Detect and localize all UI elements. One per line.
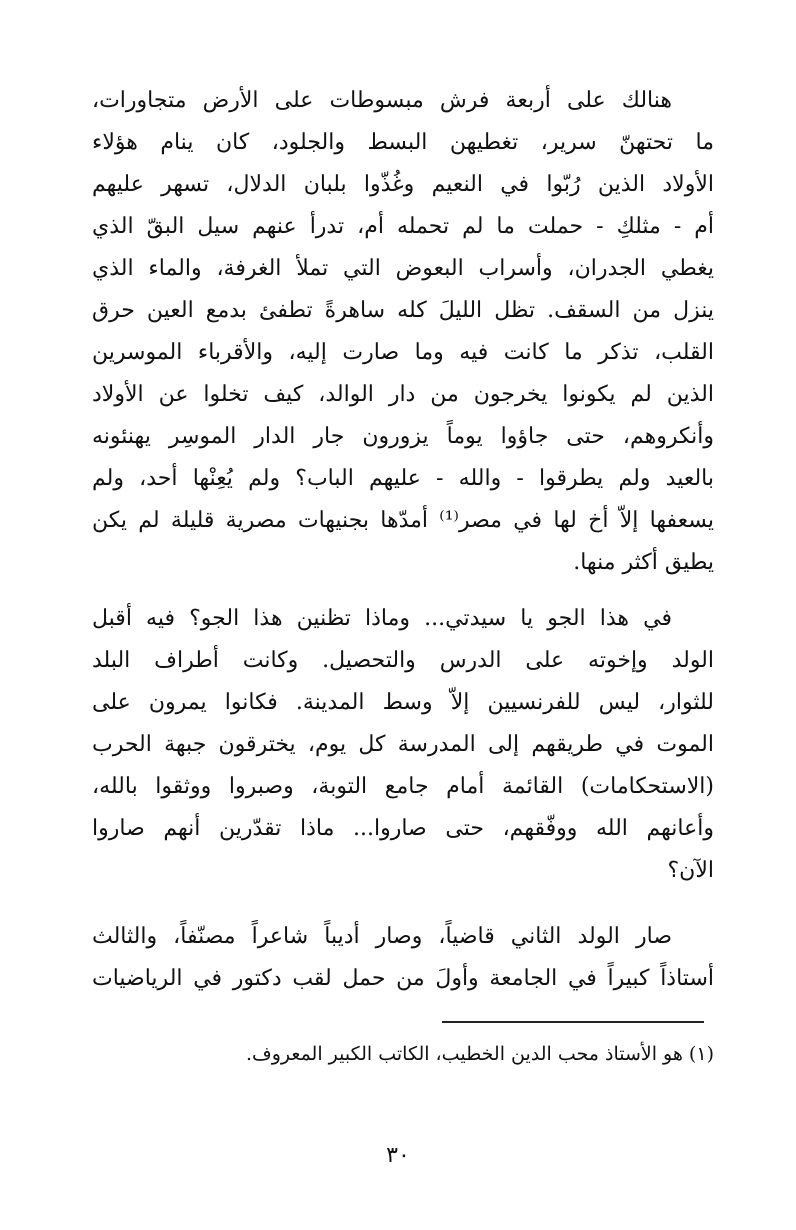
text-line: بالعيد ولم يطرقوا - والله - عليهم الباب؟ ولم يُعِنْها أحد، ولم	[92, 466, 714, 491]
text-line: ينزل من السقف. تظل الليلَ كله ساهرةً تطفئ بدمع العين حرق	[92, 298, 714, 323]
text-line: الآن؟	[667, 858, 714, 883]
text-line: هنالك على أربعة فرش مبسوطات على الأرض متجاورات،	[92, 88, 672, 113]
text-line: (الاستحكامات) القائمة أمام جامع التوبة، وصبروا ووثقوا بالله،	[92, 774, 714, 799]
text-line: الولد وإخوته على الدرس والتحصيل. وكانت أطراف البلد	[92, 648, 714, 673]
page-number: ٣٠	[386, 1143, 410, 1168]
footnote: (١) هو الأستاذ محب الدين الخطيب، الكاتب الكبير المعروف.	[246, 1043, 714, 1065]
text-line: القلب، تذكر ما كانت فيه وما صارت إليه، والأقرباء الموسرين	[92, 340, 714, 365]
text-line: في هذا الجو يا سيدتي... وماذا تظنين هذا الجو؟ فيه أقبل	[92, 606, 672, 631]
text-line: الأولاد الذين رُبّوا في النعيم وغُذّوا بلبان الدلال، تسهر عليهم	[92, 172, 714, 197]
text-line: الموت في طريقهم إلى المدرسة كل يوم، يخترقون جبهة الحرب	[92, 732, 714, 757]
text-line: وأعانهم الله ووفّقهم، حتى صاروا... ماذا تقدّرين أنهم صاروا	[92, 816, 714, 841]
text-line: للثوار، ليس للفرنسيين إلاّ وسط المدينة. فكانوا يمرون على	[92, 690, 714, 715]
text-line: يطيق أكثر منها.	[573, 550, 714, 575]
footnote-divider	[442, 1021, 704, 1023]
text-line: وأنكروهم، حتى جاؤوا يوماً يزورون جار الدار الموسِر يهنئونه	[92, 424, 714, 449]
text-line: صار الولد الثاني قاضياً، وصار أديباً شاعراً مصنّفاً، والثالث	[92, 924, 672, 949]
text-line: الذين لم يكونوا يخرجون من دار الوالد، كيف تخلوا عن الأولاد	[92, 382, 714, 407]
text-line: أم - مثلكِ - حملت ما لم تحمله أم، تدرأ عنهم سيل البقّ الذي	[92, 214, 714, 239]
paragraph-2	[92, 598, 714, 892]
text-line: ما تحتهنّ سرير، تغطيهن البسط والجلود، كان ينام هؤلاء	[92, 130, 714, 155]
text-line: يسعفها إلاّ أخ لها في مصر⁽¹⁾ أمدّها بجنيهات مصرية قليلة لم يكن	[92, 508, 714, 533]
paragraph-3	[92, 916, 714, 1000]
text-line: يغطي الجدران، وأسراب البعوض التي تملأ الغرفة، والماء الذي	[92, 256, 714, 281]
paragraph-1	[92, 80, 714, 584]
text-line: أستاذاً كبيراً في الجامعة وأولَ من حمل لقب دكتور في الرياضيات	[92, 966, 714, 991]
